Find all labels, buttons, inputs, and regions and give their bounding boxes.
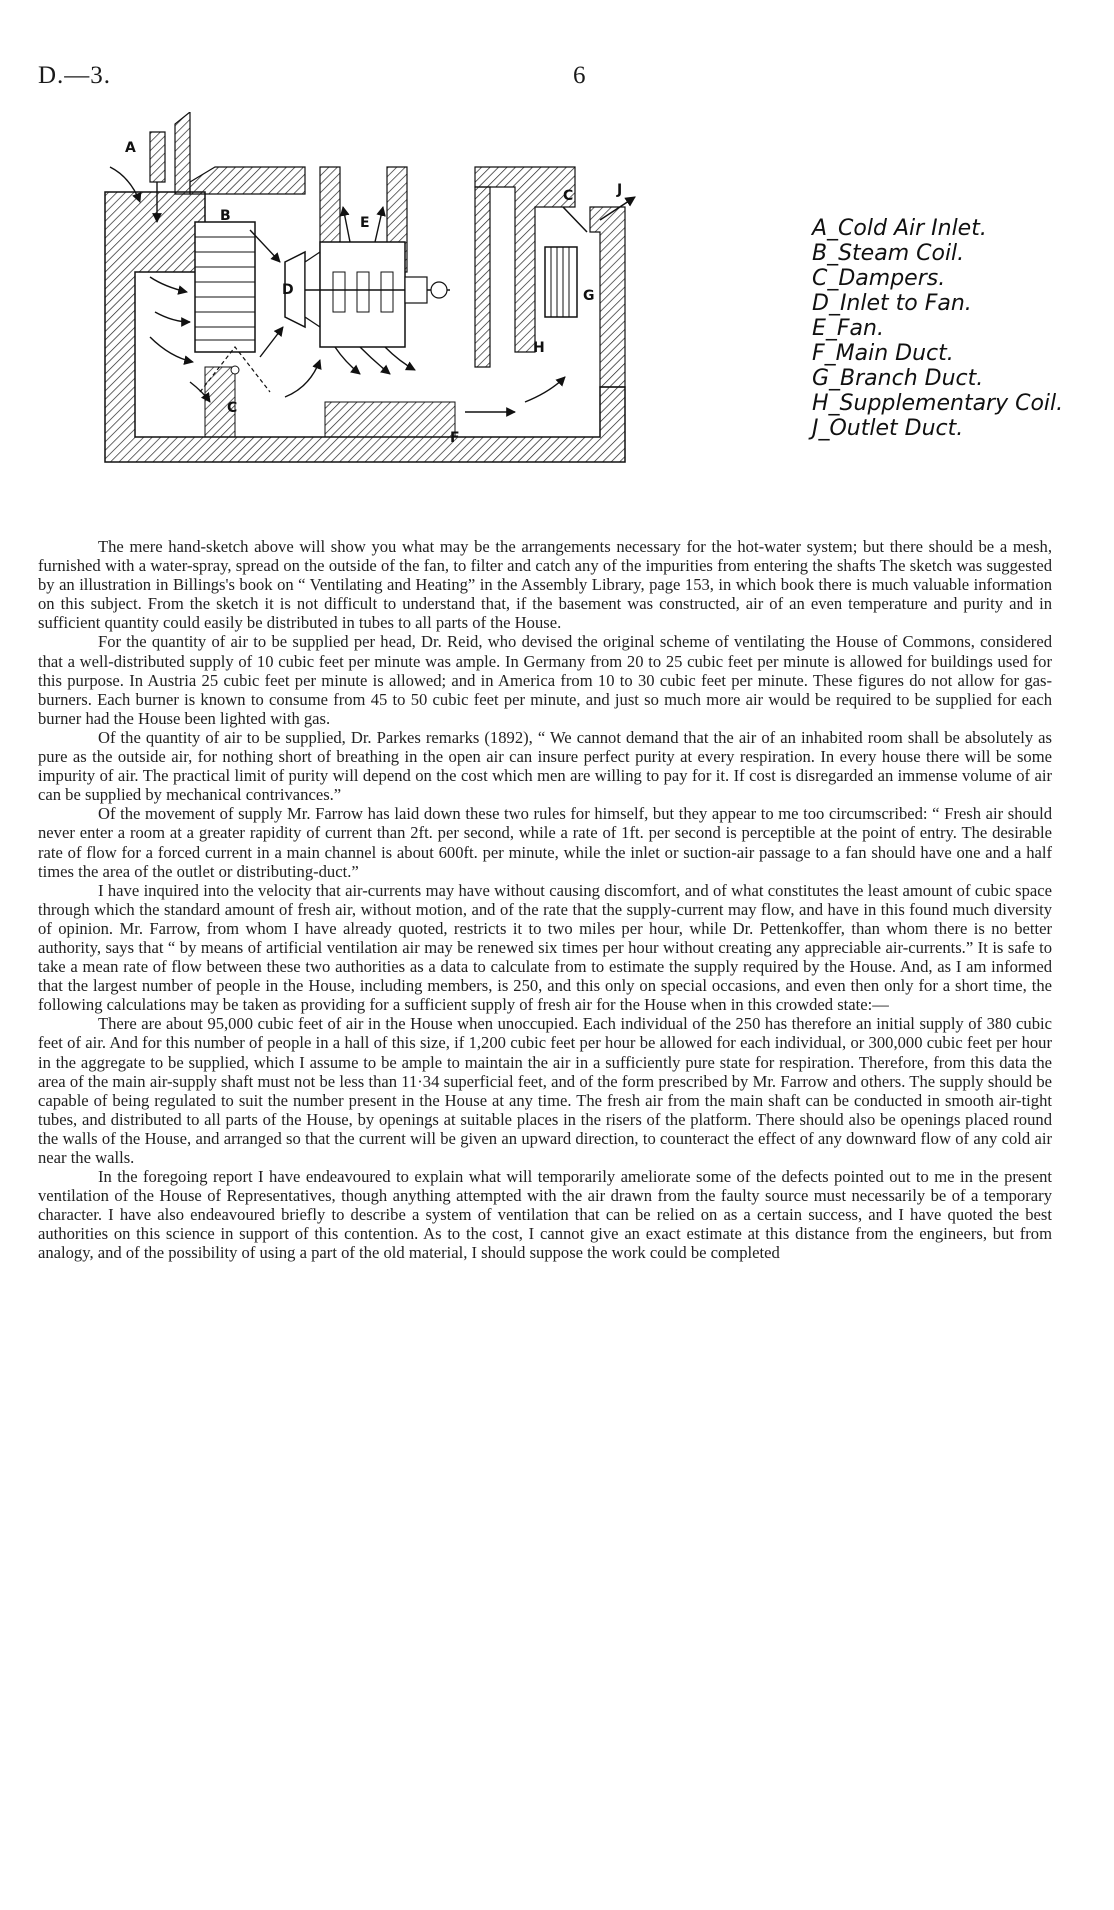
paragraph: In the foregoing report I have endeavoured to explain what will temporarily ameliorate some of the defects pointed out to me in the present ventilation of the House of Representatives, though anything attempted with the air drawn from the faulty source must necessarily be of a temporary character. I have also endeavoured briefly to describe a system of ventilation that can be relied on as a certain success, and I have quoted the best authorities on this science in support of this contention. As to the cost, I cannot give an exact estimate at this distance from the engineers, but from analogy, and of the possibility of using a part of the old material, I should suppose the work could be completed	[38, 1167, 1052, 1263]
label-j: J	[617, 182, 623, 198]
label-c-upper: C	[563, 188, 574, 204]
branch-wall-left	[475, 187, 490, 367]
paragraph: For the quantity of air to be supplied per head, Dr. Reid, who devised the original scheme of ventilating the House of Commons, considered that a well-distributed supply of 10 cubic feet per minute was ample. In Germany from 20 to 25 cubic feet per minute is allowed for buildings used for this purpose. In Austria 25 cubic feet per minute is allowed; and in America from 10 to 30 cubic feet per minute. These figures do not allow for gas-burners. Each burner is known to consume from 45 to 50 cubic feet per minute, and just so much more air would be required to be supplied for each burner had the House been lighted with gas.	[38, 632, 1052, 728]
label-d: D	[282, 282, 294, 298]
lower-floor-hatch	[325, 402, 455, 437]
ventilation-diagram	[95, 112, 1064, 512]
legend-item-f: F_Main Duct.	[812, 341, 954, 366]
supplementary-coil	[545, 247, 577, 317]
top-wall-left	[175, 112, 190, 194]
label-g: G	[583, 288, 595, 304]
steam-coil	[195, 222, 255, 352]
paragraph: I have inquired into the velocity that air-currents may have without causing discomfort, and of what constitutes the least amount of cubic space through which the standard amount of fresh air, without motion, and of the rate that the supply-current may flow, and have in this found much diversity of opinion. Mr. Farrow, from whom I have already quoted, restricts it to two miles per hour, while Dr. Pettenkoffer, than whom there is no better authority, says that “ by means of artificial ventilation air may be renewed six times per hour without creating any appreciable air-currents.” It is safe to take a mean rate of flow between these two authorities as a data to calculate from to estimate the supply required by the House. And, as I am informed that the largest number of people in the House, including members, is 250, and this only on special occasions, and even then only for a short time, the following calculations may be taken as providing for a sufficient supply of fresh air for the House when in this crowded state:—	[38, 880, 1052, 1015]
inlet-shaft-wall	[150, 132, 165, 182]
legend-item-c: C_Dampers.	[812, 266, 946, 291]
page-reference: D.—3.	[38, 62, 112, 89]
label-a: A	[125, 140, 136, 156]
label-f: F	[450, 430, 460, 446]
fan	[305, 242, 450, 347]
paragraph: There are about 95,000 cubic feet of air in the House when unoccupied. Each individual of the 250 has therefore an initial supply of 380 cubic feet of air. And for this number of people in a hall of this size, if 1,200 cubic feet per hour be allowed for each individual, or 300,000 cubic feet per hour in the aggregate to be supplied, which I assume to be ample to maintain the air in a sufficiently pure state for respiration. Therefore, from this data the area of the main air-supply shaft must not be less than 11·34 superficial feet, and of the form prescribed by Mr. Farrow and others. The supply should be capable of being regulated to suit the number present in the House at any time. The fresh air from the main shaft can be conducted in smooth air-tight tubes, and distributed to all parts of the House, by openings at suitable places in the risers of the platform. There should also be openings placed round the walls of the House, and arranged so that the current will be given an upward direction, to counteract the effect of any downward flow of any cold air near the walls.	[38, 1014, 1052, 1167]
ventilation-sketch	[95, 112, 715, 512]
label-c-lower: C	[227, 400, 238, 416]
legend-item-d: D_Inlet to Fan.	[812, 291, 972, 316]
legend-item-g: G_Branch Duct.	[812, 366, 984, 391]
paragraph: Of the quantity of air to be supplied, Dr. Parkes remarks (1892), “ We cannot demand that the air of an inhabited room shall be absolutely as pure as the outside air, for nothing short of breathing in the open air can insure perfect purity at every respiration. In every house there will be some impurity of air. The practical limit of purity will depend on the cost which men are willing to pay for it. If cost is disregarded an immense volume of air can be supplied by mechanical contrivances.”	[38, 727, 1052, 805]
diagram-legend	[812, 216, 1062, 441]
label-h: H	[533, 340, 545, 356]
page-header	[38, 62, 1078, 92]
page-number: 6	[573, 62, 586, 89]
label-e: E	[360, 215, 370, 231]
legend-item-b: B_Steam Coil.	[812, 241, 965, 266]
legend-item-h: H_Supplementary Coil.	[812, 391, 1064, 416]
paragraph: Of the movement of supply Mr. Farrow has laid down these two rules for himself, but they appear to me too circumscribed: “ Fresh air should never enter a room at a greater rapidity of current than 2ft. per second, while a rate of 1ft. per second is perceptible at the point of entry. The desirable rate of flow for a forced current in a main channel is about 600ft. per minute, while the inlet or suction-air passage to a fan should have one and a half times the area of the outlet or distributing-duct.”	[38, 804, 1052, 881]
branch-wall-right	[590, 207, 625, 387]
legend-item-j: J_Outlet Duct.	[812, 416, 964, 441]
report-body	[38, 537, 1052, 1263]
top-wall	[190, 167, 305, 194]
legend-item-e: E_Fan.	[812, 316, 884, 341]
label-b: B	[220, 208, 231, 224]
legend-item-a: A_Cold Air Inlet.	[812, 216, 987, 241]
paragraph: The mere hand-sketch above will show you what may be the arrangements necessary for the hot-water system; but there should be a mesh, furnished with a water-spray, spread on the outside of the fan, to filter and catch any of the impurities from entering the shafts The sketch was suggested by an illustration in Billings's book on “ Ventilating and Heating” in the Assembly Library, page 153, in which book there is much valuable information on this subject. From the sketch it is not difficult to understand that, if the basement was constructed, air of an even temperature and purity and in sufficient quantity could easily be distributed in tubes to all parts of the House.	[38, 537, 1052, 633]
